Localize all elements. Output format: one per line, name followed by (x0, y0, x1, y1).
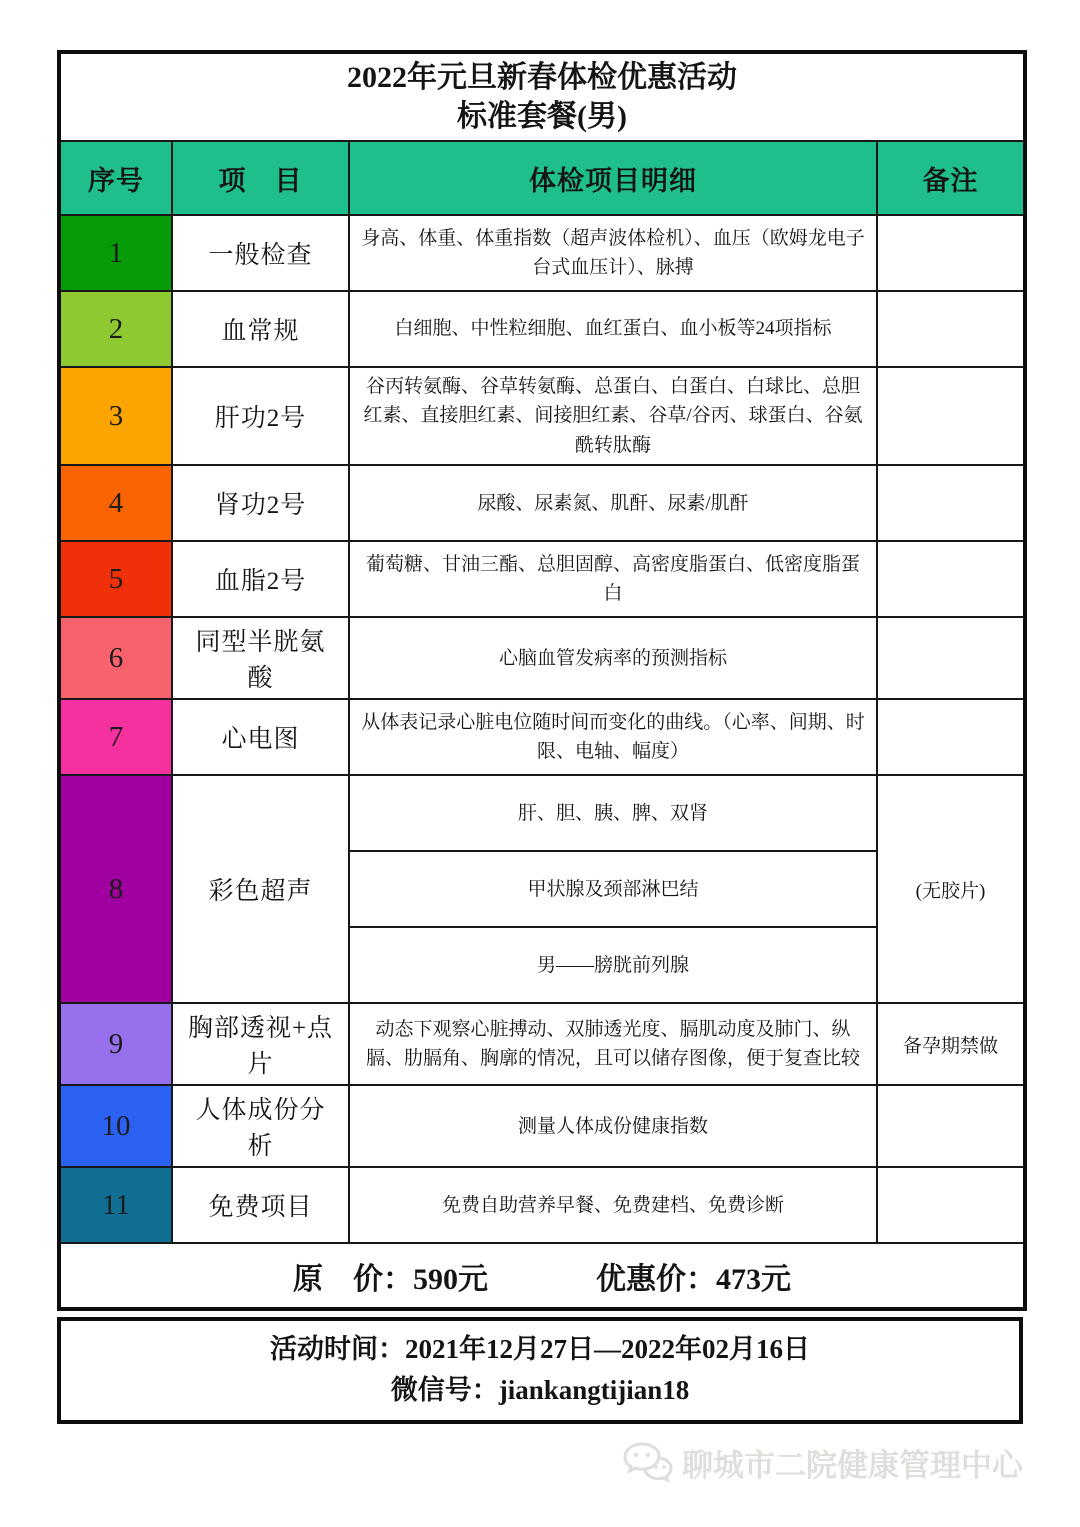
row-remark-cell: 备孕期禁做 (877, 1003, 1025, 1085)
row-number-cell: 3 (59, 367, 172, 465)
activity-info-box (57, 1317, 1023, 1424)
row-item-cell: 彩色超声 (172, 775, 349, 1003)
row-item-cell: 血脂2号 (172, 541, 349, 617)
package-table (57, 50, 1027, 1311)
row-remark-cell (877, 215, 1025, 291)
table-row (59, 1003, 1025, 1085)
price-summary (59, 1243, 1025, 1309)
row-detail-cell: 心脑血管发病率的预测指标 (349, 617, 877, 699)
discount-price: 优惠价：473元 (596, 1262, 791, 1296)
table-row (59, 1167, 1025, 1243)
row-number-cell: 10 (59, 1085, 172, 1167)
table-row (59, 1085, 1025, 1167)
table-row (59, 291, 1025, 367)
table-row (59, 699, 1025, 775)
page-title-line2: 标准套餐(男) (457, 100, 627, 133)
table-row (59, 541, 1025, 617)
row-number-cell: 1 (59, 215, 172, 291)
wechat-id: 微信号：jiankangtijian18 (390, 1374, 690, 1405)
page-title-line1: 2022年元旦新春体检优惠活动 (347, 61, 737, 94)
price-row (59, 1243, 1025, 1309)
row-detail-cell: 尿酸、尿素氮、肌酐、尿素/肌酐 (349, 465, 877, 541)
row-detail-cell: 测量人体成份健康指数 (349, 1085, 877, 1167)
row-item-cell: 一般检查 (172, 215, 349, 291)
row-remark-cell (877, 699, 1025, 775)
row-detail-cell: 身高、体重、体重指数（超声波体检机）、血压（欧姆龙电子台式血压计）、脉搏 (349, 215, 877, 291)
row-detail-cell: 男——膀胱前列腺 (349, 927, 877, 1003)
column-header-no: 序号 (59, 141, 172, 215)
table-row (59, 215, 1025, 291)
row-number-cell: 8 (59, 775, 172, 1003)
row-item-cell: 人体成份分析 (172, 1085, 349, 1167)
row-detail-cell: 免费自助营养早餐、免费建档、免费诊断 (349, 1167, 877, 1243)
row-detail-cell: 葡萄糖、甘油三酯、总胆固醇、高密度脂蛋白、低密度脂蛋白 (349, 541, 877, 617)
row-detail-cell: 谷丙转氨酶、谷草转氨酶、总蛋白、白蛋白、白球比、总胆红素、直接胆红素、间接胆红素、谷草/谷丙、球蛋白、谷氨酰转肽酶 (349, 367, 877, 465)
column-header-remark: 备注 (877, 141, 1025, 215)
row-remark-cell (877, 617, 1025, 699)
row-number-cell: 4 (59, 465, 172, 541)
row-item-cell: 血常规 (172, 291, 349, 367)
table-row (59, 465, 1025, 541)
row-number-cell: 2 (59, 291, 172, 367)
row-detail-cell: 白细胞、中性粒细胞、血红蛋白、血小板等24项指标 (349, 291, 877, 367)
activity-time: 活动时间：2021年12月27日—2022年02月16日 (270, 1334, 810, 1365)
row-detail-cell: 甲状腺及颈部淋巴结 (349, 851, 877, 927)
row-item-cell: 免费项目 (172, 1167, 349, 1243)
row-remark-cell: (无胶片) (877, 775, 1025, 1003)
row-remark-cell (877, 291, 1025, 367)
table-row (59, 367, 1025, 465)
row-detail-cell: 从体表记录心脏电位随时间而变化的曲线。（心率、间期、时限、电轴、幅度） (349, 699, 877, 775)
row-remark-cell (877, 541, 1025, 617)
original-price: 原 价：590元 (293, 1262, 488, 1296)
row-remark-cell (877, 1085, 1025, 1167)
row-number-cell: 6 (59, 617, 172, 699)
row-item-cell: 肝功2号 (172, 367, 349, 465)
title-row (59, 52, 1025, 141)
row-item-cell: 同型半胱氨酸 (172, 617, 349, 699)
row-remark-cell (877, 465, 1025, 541)
page-title (59, 52, 1025, 141)
row-number-cell: 11 (59, 1167, 172, 1243)
watermark-text: 聊城市二院健康管理中心 (682, 1448, 1023, 1484)
header-row (59, 141, 1025, 215)
table-row (59, 617, 1025, 699)
column-header-item: 项 目 (172, 141, 349, 215)
watermark (57, 1424, 1023, 1485)
row-item-cell: 心电图 (172, 699, 349, 775)
row-item-cell: 胸部透视+点片 (172, 1003, 349, 1085)
row-number-cell: 9 (59, 1003, 172, 1085)
row-number-cell: 5 (59, 541, 172, 617)
row-number-cell: 7 (59, 699, 172, 775)
column-header-detail: 体检项目明细 (349, 141, 877, 215)
wechat-icon (622, 1441, 674, 1485)
row-item-cell: 肾功2号 (172, 465, 349, 541)
table-row-ultrasound (59, 775, 1025, 851)
row-remark-cell (877, 1167, 1025, 1243)
row-remark-cell (877, 367, 1025, 465)
row-detail-cell: 动态下观察心脏搏动、双肺透光度、膈肌动度及肺门、纵膈、肋膈角、胸廓的情况，且可以储存图像，便于复查比较 (349, 1003, 877, 1085)
row-detail-cell: 肝、胆、胰、脾、双肾 (349, 775, 877, 851)
